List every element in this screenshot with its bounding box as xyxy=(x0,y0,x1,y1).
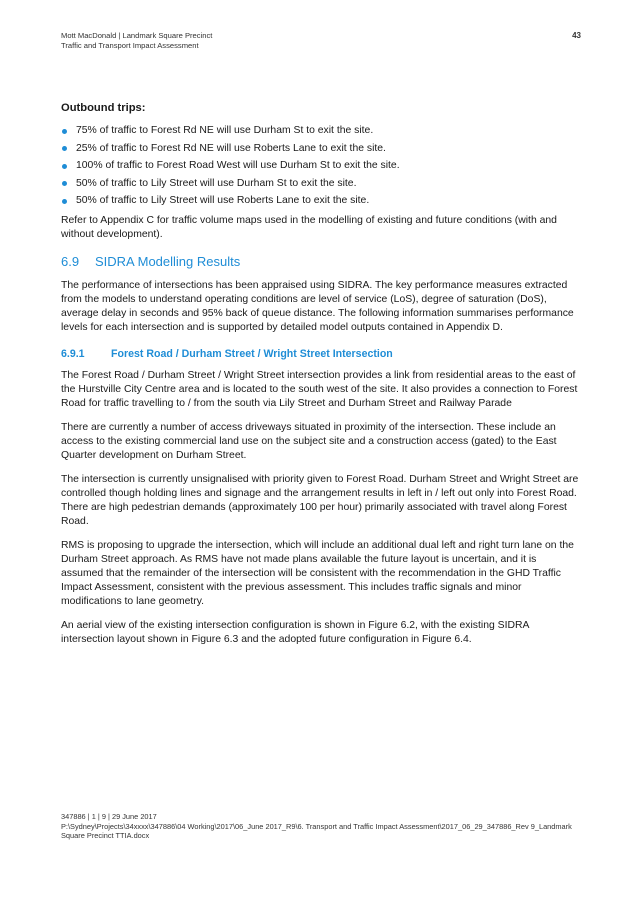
bullet-icon xyxy=(62,164,67,169)
bullet-icon xyxy=(62,129,67,134)
outbound-bullet-list xyxy=(61,124,581,208)
bullet-icon xyxy=(62,146,67,151)
section-number: 6.9 xyxy=(61,254,80,269)
footer-reference: 347886 | 1 | 9 | 29 June 2017 xyxy=(61,812,157,821)
body-paragraph: RMS is proposing to upgrade the intersection, which will include an additional dual left and right turn lane on the Durham Street approach. As RMS have not made plans available the future layout is uncertain, and it is assumed that the remainder of the intersection will be consistent with the recommendation in the GHD Traffic Impact Assessment, consistent with the previous assessment. This includes traffic signals and minor modifications to lane geometry. xyxy=(61,540,574,607)
appendix-c-paragraph: Refer to Appendix C for traffic volume maps used in the modelling of existing and future conditions (with and without development). xyxy=(61,215,557,240)
page-footer xyxy=(61,812,581,841)
subsection-number: 6.9.1 xyxy=(61,348,85,360)
body-paragraph: An aerial view of the existing intersection configuration is shown in Figure 6.2, with the existing SIDRA intersection layout shown in Figure 6.3 and the adopted future configuration in Figure 6.4. xyxy=(61,620,529,645)
body-paragraph: There are currently a number of access driveways situated in proximity of the intersection. These include an access to the existing commercial land use on the subject site and a construction access (gated) to the East Quarter development on Durham Street. xyxy=(61,422,557,461)
subsection-heading xyxy=(61,347,581,361)
document-body xyxy=(61,101,581,657)
footer-file-path: P:\Sydney\Projects\34xxxx\347886\04 Working\2017\06_June 2017_R9\6. Transport and Traffic Impact Assessment\2017_06_29_347886_Rev 9_Landmark Square Precinct TTIA.docx xyxy=(61,821,572,840)
list-item: 100% of traffic to Forest Road West will use Durham St to exit the site. xyxy=(61,159,581,173)
page-header xyxy=(61,31,581,51)
list-item: 50% of traffic to Lily Street will use Durham St to exit the site. xyxy=(61,177,581,191)
section-paragraph: The performance of intersections has been appraised using SIDRA. The key performance measures extracted from the models to understand operating conditions are level of service (LoS), degree of saturation (DoS), average delay in seconds and 95% back of queue distance. The following information summarises performance levels for each intersection and is supported by detailed model outputs contained in Appendix D. xyxy=(61,280,574,333)
section-heading xyxy=(61,254,581,270)
list-item: 75% of traffic to Forest Rd NE will use Durham St to exit the site. xyxy=(61,124,581,138)
outbound-trips-heading: Outbound trips: xyxy=(61,102,146,114)
bullet-icon xyxy=(62,181,67,186)
list-item: 50% of traffic to Lily Street will use Roberts Lane to exit the site. xyxy=(61,194,581,208)
section-title: SIDRA Modelling Results xyxy=(95,254,241,269)
header-line-1: Mott MacDonald | Landmark Square Precinct xyxy=(61,31,213,40)
page-number: 43 xyxy=(572,31,581,40)
body-paragraph: The intersection is currently unsignalised with priority given to Forest Road. Durham Street and Wright Street are controlled though holding lines and signage and the arrangement results in left in / left out only into Forest Road. There are high pedestrian demands (approximately 100 per hour) primarily associated with travel along Forest Road. xyxy=(61,474,579,527)
body-paragraph: The Forest Road / Durham Street / Wright Street intersection provides a link from residential areas to the east of the Hurstville City Centre area and is located to the south west of the site. It also provides a connection to Forest Road for traffic travelling to / from the south via Lily Street and Durham Street and Railway Parade xyxy=(61,370,578,409)
bullet-icon xyxy=(62,199,67,204)
subsection-title: Forest Road / Durham Street / Wright Street Intersection xyxy=(111,348,393,360)
header-line-2: Traffic and Transport Impact Assessment xyxy=(61,41,199,50)
list-item: 25% of traffic to Forest Rd NE will use Roberts Lane to exit the site. xyxy=(61,142,581,156)
